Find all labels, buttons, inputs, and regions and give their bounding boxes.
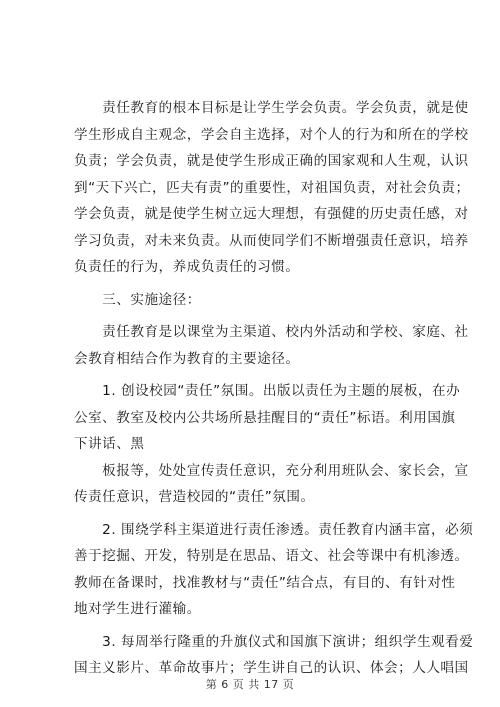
text-line: 学生形成自主观念，学会自主选择，对个人的行为和所在的学校: [74, 126, 469, 143]
text-line: 地对学生进行灌输。: [74, 601, 201, 617]
paragraph-item-3: [74, 629, 474, 682]
paragraph-item-1: [74, 378, 461, 458]
text-line: 板报等，处处宣传责任意识，充分利用班队会、家长会，宣: [74, 462, 469, 479]
page-footer: 第 6 页 共 17 页: [205, 678, 295, 691]
text-line: 传责任意识，营造校园的“责任”氛围。: [74, 489, 315, 505]
text-line: 负责任的行为，养成负责任的习惯。: [74, 259, 300, 275]
text-line: 学会负责，就是使学生树立远大理想，有强健的历史责任感，对: [74, 206, 469, 222]
text-line: 善于挖掘、开发，特别是在思品、语文、社会等课中有机渗透。: [74, 548, 469, 564]
text-line: 到“天下兴亡，匹夫有责”的重要性，对祖国负责，对社会负责；: [74, 179, 470, 196]
section-heading: [74, 287, 439, 314]
text-line: 学习负责，对未来负责。从而使同学们不断增强责任意识，培养: [74, 232, 469, 249]
text-line: 责任教育的根本目标是让学生学会负责。学会负责，就是使: [74, 100, 469, 116]
text-line: 公室、教室及校内公共场所悬挂醒目的“责任”标语。利用国旗: [74, 409, 456, 426]
paragraph-goal: [74, 95, 470, 281]
document-body: [74, 95, 474, 682]
text-line: 会教育相结合作为教育的主要途径。: [74, 350, 300, 367]
paragraph-item-2: [74, 517, 474, 623]
text-line: 教师在备课时，找准教材与“责任”结合点，有目的、有针对性: [74, 574, 456, 591]
paragraph-approach: [74, 319, 469, 372]
text-line: 三、实施途径：: [74, 291, 201, 308]
paragraph-item-1-continued: [74, 458, 469, 511]
text-line: 1. 创设校园“责任”氛围。出版以责任为主题的展板，在办: [74, 383, 461, 399]
text-line: 负责；学会负责，就是使学生形成正确的国家观和人生观，认识: [74, 153, 469, 169]
text-line: 3. 每周举行隆重的升旗仪式和国旗下演讲；组织学生观看爱: [74, 633, 474, 650]
text-line: 2. 围绕学科主渠道进行责任渗透。责任教育内涵丰富，必须: [74, 521, 474, 538]
text-line: 责任教育是以课堂为主渠道、校内外活动和学校、家庭、社: [74, 324, 469, 340]
text-line: 国主义影片、革命故事片；学生讲自己的认识、体会；人人唱国: [74, 660, 469, 676]
text-line: 下讲话、黑: [74, 436, 145, 452]
